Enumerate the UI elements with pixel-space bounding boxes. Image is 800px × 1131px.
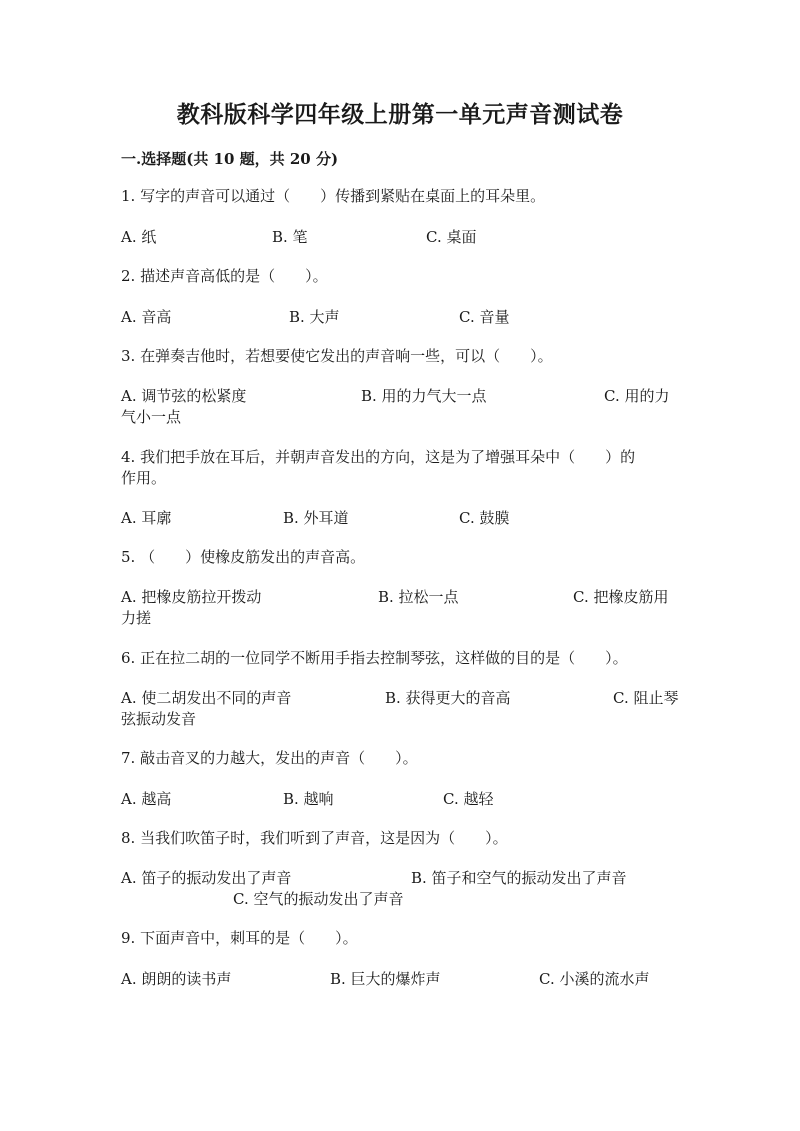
question-9-option-b: B. 巨大的爆炸声 <box>330 970 441 988</box>
question-2-stem: 2. 描述声音高低的是（ ）。 <box>121 267 328 285</box>
question-8-option-b: B. 笛子和空气的振动发出了声音 <box>411 869 627 887</box>
question-6-stem: 6. 正在拉二胡的一位同学不断用手指去控制琴弦，这样做的目的是（ ）。 <box>121 649 628 667</box>
question-4-stem: 4. 我们把手放在耳后，并朝声音发出的方向，这是为了增强耳朵中（ ）的 <box>121 448 636 466</box>
question-8-option-a: A. 笛子的振动发出了声音 <box>121 869 292 887</box>
question-5-option-a: A. 把橡皮筋拉开拨动 <box>121 588 262 606</box>
question-2-option-a: A. 音高 <box>121 308 172 326</box>
question-3-option-c: C. 用的力 <box>604 387 670 405</box>
question-5-option-c: C. 把橡皮筋用 <box>573 588 669 606</box>
question-4-stem-cont: 作用。 <box>121 469 167 487</box>
question-4-option-a: A. 耳廓 <box>121 509 172 527</box>
question-7-option-a: A. 越高 <box>121 790 172 808</box>
question-5-option-c-cont: 力搓 <box>121 609 152 627</box>
question-7-stem: 7. 敲击音叉的力越大，发出的声音（ ）。 <box>121 749 418 767</box>
question-1-option-b: B. 笔 <box>272 228 308 246</box>
question-8-option-c: C. 空气的振动发出了声音 <box>233 890 404 908</box>
page-title: 教科版科学四年级上册第一单元声音测试卷 <box>176 101 624 128</box>
question-8-stem: 8. 当我们吹笛子时，我们听到了声音，这是因为（ ）。 <box>121 829 508 847</box>
question-2-option-b: B. 大声 <box>289 308 340 326</box>
question-3-option-c-cont: 气小一点 <box>121 408 182 426</box>
question-7-option-b: B. 越响 <box>283 790 334 808</box>
question-2-option-c: C. 音量 <box>459 308 510 326</box>
question-1-stem: 1. 写字的声音可以通过（ ）传播到紧贴在桌面上的耳朵里。 <box>121 187 546 205</box>
question-1-option-a: A. 纸 <box>121 228 157 246</box>
question-9-option-a: A. 朗朗的读书声 <box>121 970 232 988</box>
question-6-option-b: B. 获得更大的音高 <box>385 689 511 707</box>
question-9-option-c: C. 小溪的流水声 <box>539 970 650 988</box>
question-3-option-a: A. 调节弦的松紧度 <box>121 387 247 405</box>
question-6-option-a: A. 使二胡发出不同的声音 <box>121 689 292 707</box>
question-5-stem: 5. （ ）使橡皮筋发出的声音高。 <box>121 548 366 566</box>
question-5-option-b: B. 拉松一点 <box>378 588 459 606</box>
question-9-stem: 9. 下面声音中，刺耳的是（ ）。 <box>121 929 358 947</box>
section-heading: 一.选择题(共 10 题，共 20 分) <box>121 150 339 168</box>
question-3-option-b: B. 用的力气大一点 <box>361 387 487 405</box>
question-4-option-b: B. 外耳道 <box>283 509 349 527</box>
question-6-option-c-cont: 弦振动发音 <box>121 710 197 728</box>
question-7-option-c: C. 越轻 <box>443 790 494 808</box>
question-6-option-c: C. 阻止琴 <box>613 689 679 707</box>
question-1-option-c: C. 桌面 <box>426 228 477 246</box>
question-3-stem: 3. 在弹奏吉他时，若想要使它发出的声音响一些，可以（ ）。 <box>121 347 553 365</box>
question-4-option-c: C. 鼓膜 <box>459 509 510 527</box>
